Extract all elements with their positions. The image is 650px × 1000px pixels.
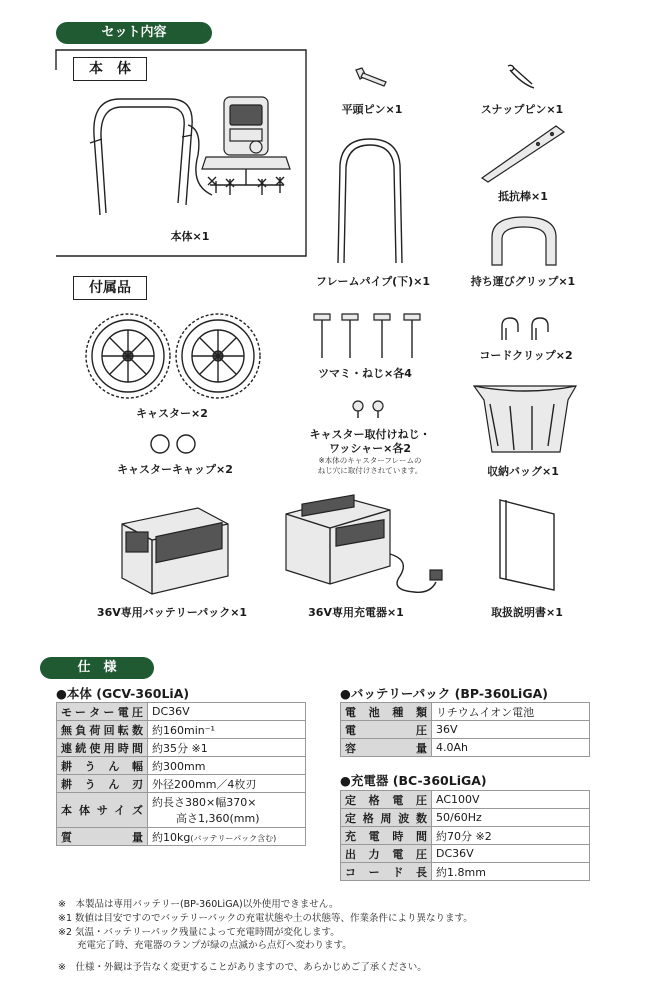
table-row <box>57 775 306 793</box>
table-row <box>341 791 590 809</box>
cord-clip-icon <box>496 316 556 344</box>
spec-battery-table <box>340 702 590 757</box>
section-title-contents: セット内容 <box>56 22 212 44</box>
caption-cord-clip: コードクリップ×2 <box>479 349 573 362</box>
table-row <box>341 863 590 881</box>
table-row <box>341 827 590 845</box>
spec-value-note: (バッテリーパック含む) <box>190 833 277 843</box>
caption-snap-pin: スナップピン×1 <box>480 103 564 116</box>
resistance-bar-icon <box>478 122 568 184</box>
caption-resistance-bar: 抵抗棒×1 <box>498 190 548 203</box>
table-row <box>57 793 306 828</box>
caption-battery: 36V専用バッテリーパック×1 <box>96 606 248 619</box>
spec-key: 無負荷回転数 <box>57 721 148 739</box>
spec-value: 約35分 ※1 <box>148 739 306 757</box>
spec-charger-table <box>340 790 590 881</box>
caster-screw-icon <box>350 398 390 420</box>
spec-value: AC100V <box>432 791 590 809</box>
battery-pack-icon <box>112 504 232 596</box>
caption-manual: 取扱説明書×1 <box>491 606 563 619</box>
footnote-3: ※2 気温・バッテリーパック残量によって充電時間が変化します。 <box>58 927 340 938</box>
spec-value <box>148 793 306 828</box>
caption-storage-bag: 収納バッグ×1 <box>487 465 559 478</box>
caption-caster-screw-2: ワッシャー×各2 <box>328 442 412 455</box>
spec-value: リチウムイオン電池 <box>432 703 590 721</box>
spec-value: 50/60Hz <box>432 809 590 827</box>
frame-pipe-icon <box>330 135 410 265</box>
manual-icon <box>496 496 558 594</box>
footnote-1: ※ 本製品は専用バッテリー(BP-360LiGA)以外使用できません。 <box>58 899 339 910</box>
spec-value: 約300mm <box>148 757 306 775</box>
spec-value: 外径200mm／4枚刃 <box>148 775 306 793</box>
spec-value-line1: 約長さ380×幅370× <box>152 796 257 809</box>
spec-key: 連続使用時間 <box>57 739 148 757</box>
caster-screw-note-2: ねじ穴に取付けされています。 <box>317 466 423 475</box>
caption-carry-grip: 持ち運びグリップ×1 <box>470 275 576 288</box>
table-row <box>57 721 306 739</box>
body-box-label: 本 体 <box>73 57 147 81</box>
charger-icon <box>280 494 450 600</box>
spec-key: 出力電圧 <box>341 845 432 863</box>
footnote-4: 充電完了時、充電器のランプが緑の点滅から点灯へ変わります。 <box>58 940 352 951</box>
flat-pin-icon <box>352 66 392 90</box>
table-row <box>341 809 590 827</box>
spec-key: 容量 <box>341 739 432 757</box>
spec-key: 耕うん幅 <box>57 757 148 775</box>
spec-value: 36V <box>432 721 590 739</box>
carry-grip-icon <box>490 215 558 267</box>
spec-key: 耕うん刃 <box>57 775 148 793</box>
snap-pin-icon <box>502 62 542 92</box>
table-row <box>57 757 306 775</box>
spec-value: 約70分 ※2 <box>432 827 590 845</box>
table-row <box>57 703 306 721</box>
spec-key: 電圧 <box>341 721 432 739</box>
caption-flat-pin: 平頭ピン×1 <box>341 103 403 116</box>
storage-bag-icon <box>470 380 580 458</box>
spec-value: 約1.8mm <box>432 863 590 881</box>
spec-value <box>148 828 306 846</box>
caption-caster-cap: キャスターキャップ×2 <box>117 463 233 476</box>
spec-value-main: 約10kg <box>152 830 191 844</box>
spec-key: 電池種類 <box>341 703 432 721</box>
caption-caster-screw-1: キャスター取付けねじ・ <box>309 428 431 441</box>
spec-charger-title: ●充電器 (BC-360LiGA) <box>340 773 487 788</box>
spec-main-table <box>56 702 306 846</box>
table-row <box>57 739 306 757</box>
spec-key: 本体サイズ <box>57 793 148 828</box>
spec-key: 質量 <box>57 828 148 846</box>
spec-main-title: ●本体 (GCV-360LiA) <box>56 686 190 701</box>
footnote-2: ※1 数値は目安ですのでバッテリーパックの充電状態や土の状態等、作業条件により異なります。 <box>58 913 473 924</box>
tiller-illustration <box>80 85 295 220</box>
spec-key: 定格周波数 <box>341 809 432 827</box>
caster-screw-note-1: ※本体のキャスターフレームの <box>318 456 422 465</box>
spec-value: DC36V <box>432 845 590 863</box>
spec-value: 4.0Ah <box>432 739 590 757</box>
table-row <box>341 739 590 757</box>
knob-screw-icon <box>310 310 430 362</box>
spec-value: DC36V <box>148 703 306 721</box>
caption-caster: キャスター×2 <box>136 407 208 420</box>
table-row <box>341 845 590 863</box>
footnote-5: ※ 仕様・外観は予告なく変更することがありますので、あらかじめご了承ください。 <box>58 962 427 973</box>
spec-key: コード長 <box>341 863 432 881</box>
spec-key: 充電時間 <box>341 827 432 845</box>
table-row <box>341 721 590 739</box>
caption-charger: 36V専用充電器×1 <box>308 606 404 619</box>
accessories-box-label: 付属品 <box>73 276 147 300</box>
table-row <box>341 703 590 721</box>
caption-knob-screw: ツマミ・ねじ×各4 <box>318 367 412 380</box>
section-title-spec: 仕 様 <box>40 657 154 679</box>
spec-key: 定格電圧 <box>341 791 432 809</box>
table-row <box>57 828 306 846</box>
caster-cap-icon <box>150 434 200 456</box>
caption-frame-pipe: フレームパイプ(下)×1 <box>315 275 431 288</box>
spec-key: モーター電圧 <box>57 703 148 721</box>
caption-body: 本体×1 <box>170 230 210 243</box>
caster-icon <box>84 312 264 402</box>
spec-value: 約160min⁻¹ <box>148 721 306 739</box>
spec-value-line2: 高さ1,360(mm) <box>176 812 260 825</box>
spec-battery-title: ●バッテリーパック (BP-360LiGA) <box>340 686 548 701</box>
